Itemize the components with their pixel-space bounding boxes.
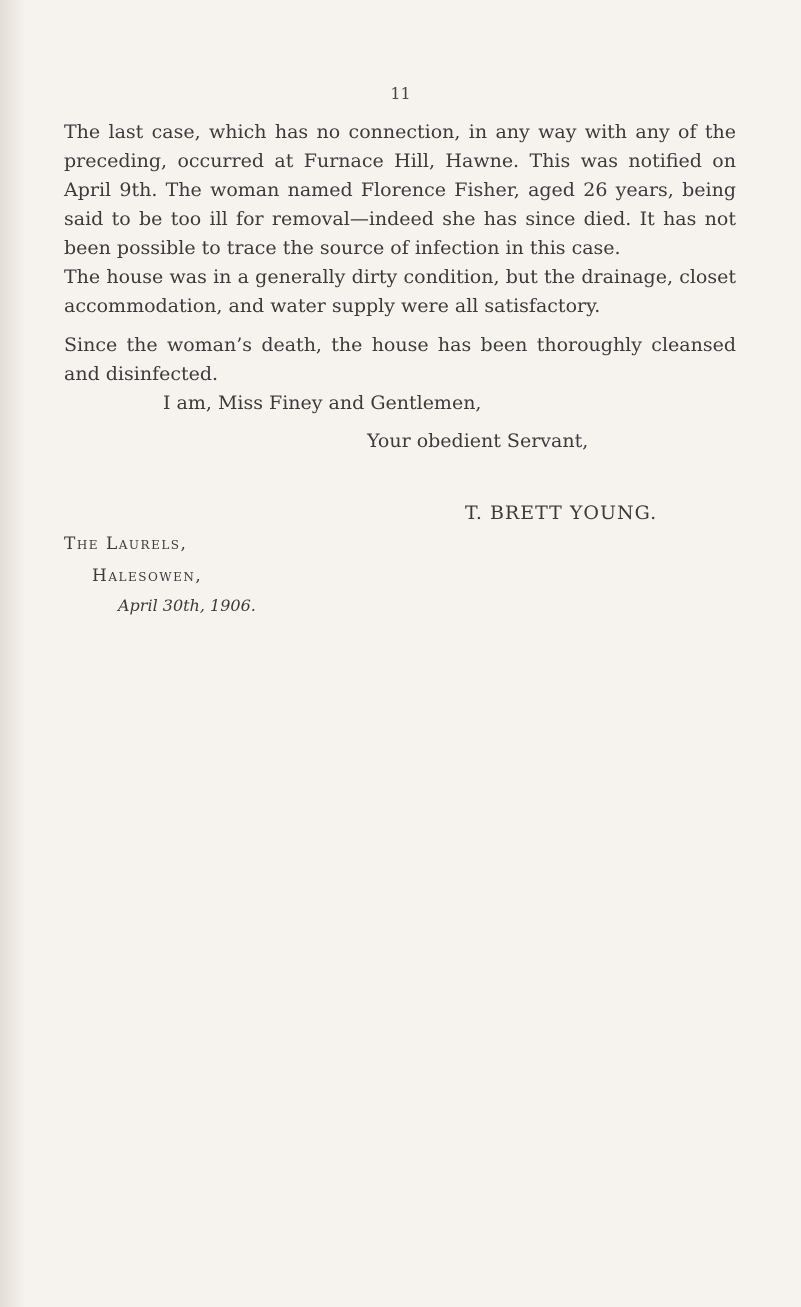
valediction-line: Your obedient Servant, [367, 430, 589, 452]
page-edge-shadow [0, 0, 26, 1307]
address-house: The Laurels, [64, 534, 188, 554]
paragraph-2: The house was in a generally dirty condition, but the drainage, closet accommodation, and water supply were all satisfactory. [64, 266, 736, 317]
signature: T. BRETT YOUNG. [465, 502, 658, 524]
paragraph-1: The last case, which has no connection, in any way with any of the preceding, occurred at Furnace Hill, Hawne. This was notified on April 9th. The woman named Florence Fisher, aged 26 years, being said to be too ill for removal—indeed she has since died. It has not been possible to trace the source of infection in this case. [64, 121, 736, 259]
paragraph-3: Since the woman’s death, the house has been thoroughly cleansed and disinfected. [64, 334, 736, 385]
letter-date: April 30th, 1906. [118, 596, 256, 615]
address-town: Halesowen, [92, 566, 203, 586]
page-number: 11 [390, 84, 411, 103]
letter-body [64, 118, 736, 389]
salutation-line: I am, Miss Finey and Gentlemen, [163, 392, 482, 414]
